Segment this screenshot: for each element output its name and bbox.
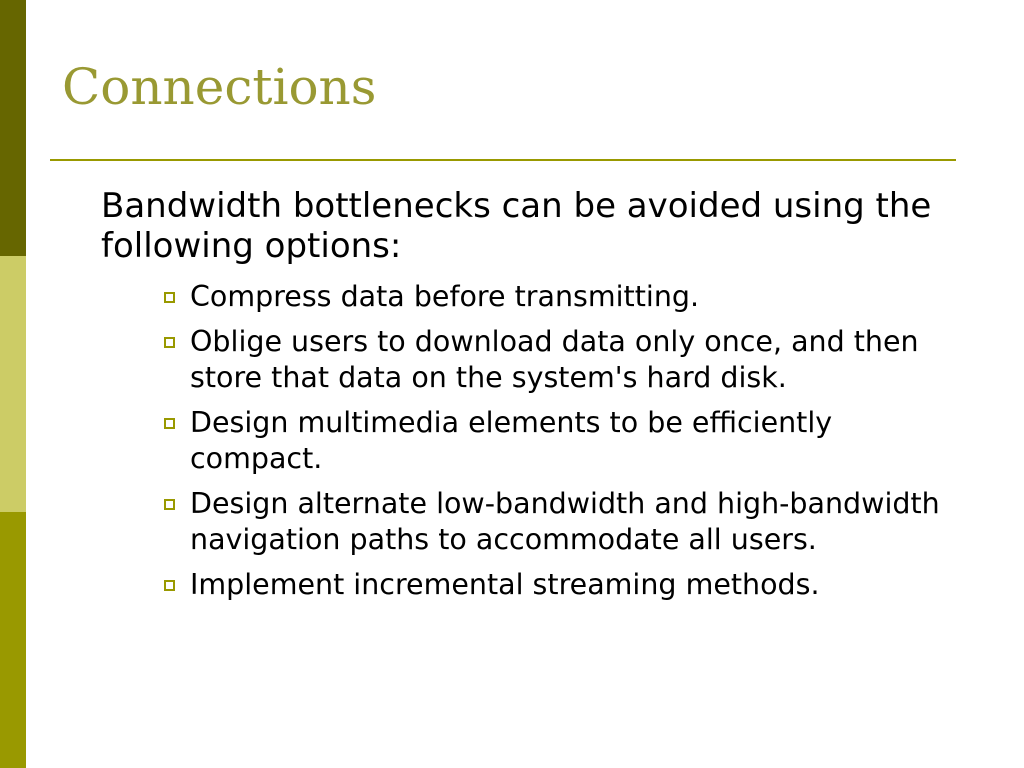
bullet-text: Implement incremental streaming methods. [190, 568, 820, 601]
bullet-text: Compress data before transmitting. [190, 280, 700, 313]
square-bullet-icon [164, 292, 175, 303]
sidebar-band-light [0, 256, 26, 512]
square-bullet-icon [164, 580, 175, 591]
sidebar-band-dark [0, 0, 26, 256]
sidebar-band-medium [0, 512, 26, 768]
slide-title: Connections [62, 58, 377, 116]
square-bullet-icon [164, 499, 175, 510]
bullet-text: Design alternate low-bandwidth and high-bandwidth navigation paths to accommodate all users. [190, 487, 940, 556]
bullet-text: Oblige users to download data only once, and then store that data on the system's hard disk. [190, 325, 919, 394]
bullet-text: Design multimedia elements to be efficiently compact. [190, 406, 833, 475]
bullet-item [164, 486, 972, 558]
bullet-item [164, 279, 972, 315]
title-divider [50, 159, 956, 161]
square-bullet-icon [164, 418, 175, 429]
bullet-item [164, 405, 972, 477]
bullet-item [164, 567, 972, 603]
square-bullet-icon [164, 337, 175, 348]
bullet-list [164, 279, 972, 612]
bullet-item [164, 324, 972, 396]
lead-paragraph: Bandwidth bottlenecks can be avoided using the following options: [101, 186, 932, 266]
